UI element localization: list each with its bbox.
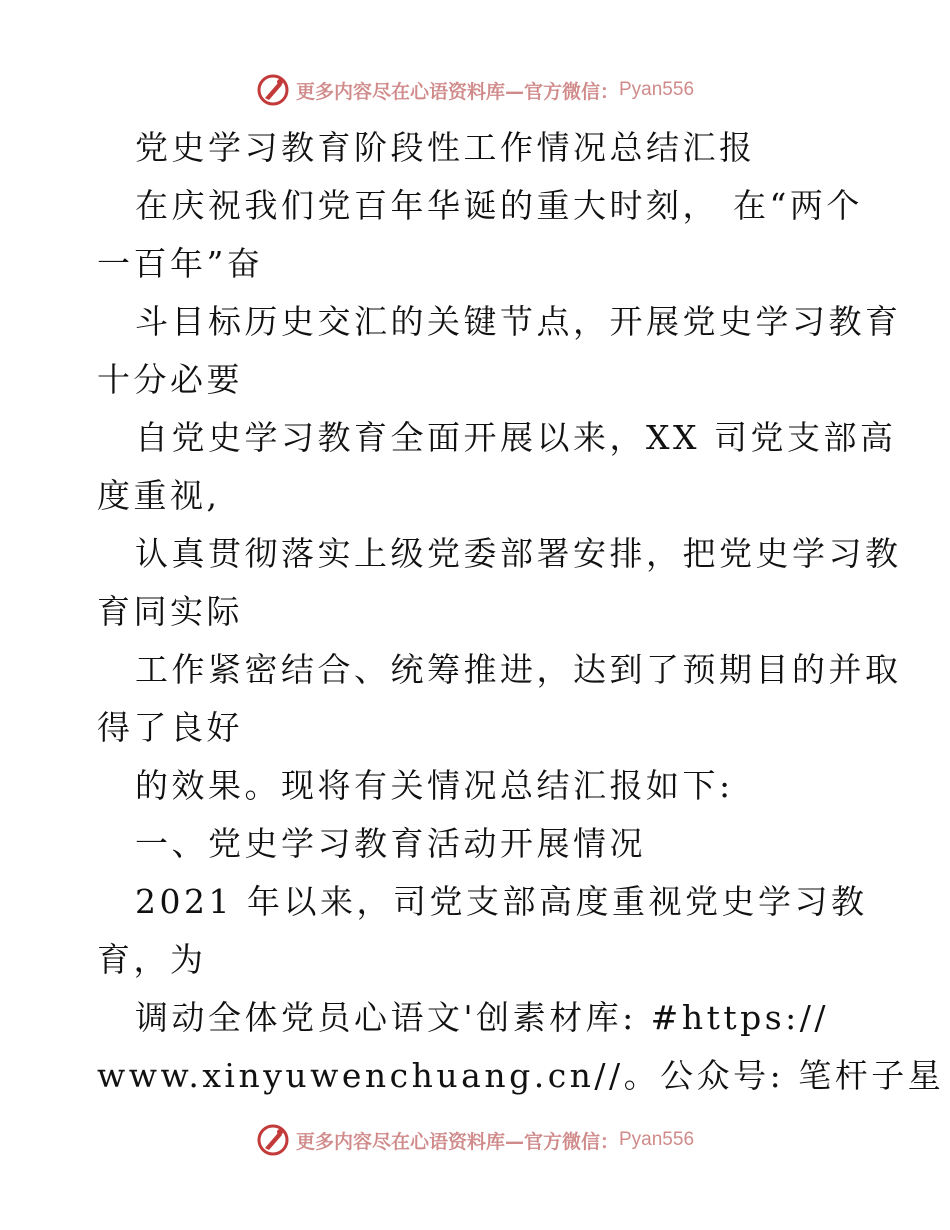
header-banner-wechat-id: Pyan556 — [619, 79, 695, 100]
header-banner — [0, 70, 950, 110]
paragraph-line: 育，为 — [97, 940, 207, 979]
paragraph-line: 十分必要 — [97, 360, 243, 399]
paragraph-line: 调动全体党员心语文'创素材库: #https:// — [135, 998, 830, 1037]
footer-banner-wechat-id: Pyan556 — [619, 1129, 695, 1150]
paragraph-line: 2021 年以来，司党支部高度重视党史学习教 — [135, 882, 868, 921]
paragraph-line: 斗目标历史交汇的关键节点，开展党史学习教育 — [135, 302, 902, 341]
paragraph-line: 度重视, — [97, 476, 221, 515]
footer-banner — [0, 1120, 950, 1160]
quill-logo-icon — [256, 73, 290, 107]
quill-logo-icon — [256, 1123, 290, 1157]
doc-title: 党史学习教育阶段性工作情况总结汇报 — [135, 128, 756, 167]
paragraph-line: 自党史学习教育全面开展以来，XX 司党支部高 — [135, 418, 897, 457]
paragraph-line: www.xinyuwenchuang.cn//。公众号: 笔杆子星 — [97, 1056, 945, 1095]
paragraph-line: 育同实际 — [97, 592, 243, 631]
paragraph-line: 一百年”奋 — [97, 244, 264, 283]
footer-banner-text: 更多内容尽在心语资料库—官方微信： — [295, 1130, 619, 1153]
section-heading: 一、党史学习教育活动开展情况 — [135, 824, 646, 863]
paragraph-line: 得了良好 — [97, 708, 243, 747]
paragraph-line: 认真贯彻落实上级党委部署安排，把党史学习教 — [135, 534, 902, 573]
paragraph-line: 工作紧密结合、统筹推进，达到了预期目的并取 — [135, 650, 902, 689]
paragraph-line: 在庆祝我们党百年华诞的重大时刻， 在“两个 — [135, 186, 863, 225]
header-banner-text: 更多内容尽在心语资料库—官方微信： — [295, 80, 619, 103]
paragraph-line: 的效果。现将有关情况总结汇报如下: — [135, 766, 734, 805]
